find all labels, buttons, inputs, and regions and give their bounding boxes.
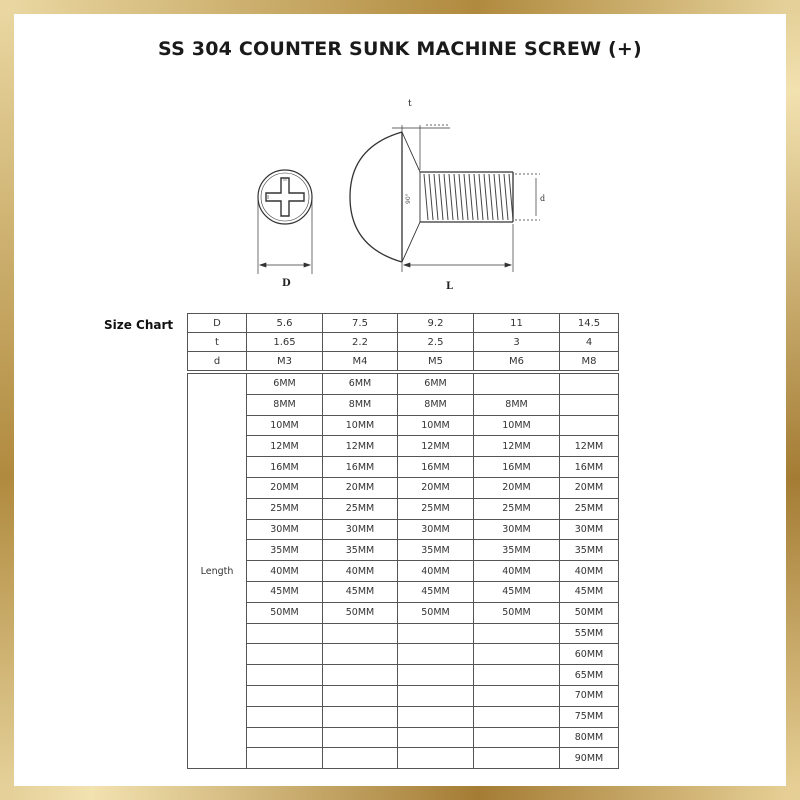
- length-cell: 20MM: [323, 477, 398, 498]
- length-cell: 16MM: [474, 457, 560, 478]
- label-L: L: [446, 281, 454, 292]
- thread-line: [464, 174, 468, 220]
- length-cell: 35MM: [474, 540, 560, 561]
- length-row: [188, 665, 619, 686]
- length-cell: [247, 685, 323, 706]
- spec-cell: M4: [323, 352, 398, 371]
- length-cell: 35MM: [560, 540, 619, 561]
- angle-label: 90°: [405, 193, 412, 204]
- length-cell: 10MM: [247, 415, 323, 436]
- length-cell: [474, 665, 560, 686]
- length-cell: 45MM: [323, 581, 398, 602]
- length-cell: 16MM: [560, 457, 619, 478]
- spec-cell: M6: [474, 352, 560, 371]
- length-cell: 50MM: [398, 602, 474, 623]
- length-cell: 30MM: [398, 519, 474, 540]
- thread-line: [479, 174, 483, 220]
- spec-cell: 3: [474, 333, 560, 352]
- thread-line: [439, 174, 443, 220]
- spec-cell: M3: [247, 352, 323, 371]
- length-cell: 30MM: [247, 519, 323, 540]
- spec-row: [188, 314, 619, 333]
- length-cell: 45MM: [398, 581, 474, 602]
- dimension-d: [515, 174, 540, 220]
- page-title: SS 304 COUNTER SUNK MACHINE SCREW (+): [158, 38, 642, 60]
- length-cell: 35MM: [398, 540, 474, 561]
- length-row: [188, 581, 619, 602]
- thread-line: [504, 174, 508, 220]
- length-cell: [398, 727, 474, 748]
- length-cell: [474, 623, 560, 644]
- length-cell: [474, 748, 560, 769]
- thread-line: [494, 174, 498, 220]
- length-cell: [247, 727, 323, 748]
- length-row: [188, 519, 619, 540]
- label-d: d: [540, 194, 546, 203]
- length-cell: 45MM: [474, 581, 560, 602]
- thread-line: [434, 174, 438, 220]
- thread-line: [454, 174, 458, 220]
- length-cell: [323, 727, 398, 748]
- length-cell: [560, 374, 619, 395]
- length-cell: 40MM: [474, 561, 560, 582]
- size-chart-label: Size Chart: [104, 318, 174, 332]
- length-row: [188, 477, 619, 498]
- length-cell: 12MM: [323, 436, 398, 457]
- length-cell: [323, 623, 398, 644]
- length-row: [188, 374, 619, 395]
- length-cell: 60MM: [560, 644, 619, 665]
- screw-technical-drawing: [240, 92, 570, 292]
- length-cell: 55MM: [560, 623, 619, 644]
- length-cell: 90MM: [560, 748, 619, 769]
- thread-line: [484, 174, 488, 220]
- length-row: [188, 561, 619, 582]
- thread-line: [444, 174, 448, 220]
- length-cell: [247, 623, 323, 644]
- length-cell: 30MM: [560, 519, 619, 540]
- spec-cell: 5.6: [247, 314, 323, 333]
- dimension-L: [402, 224, 513, 272]
- length-cell: [247, 644, 323, 665]
- spec-row-label: D: [188, 314, 247, 333]
- spec-cell: 9.2: [398, 314, 474, 333]
- length-cell: 25MM: [474, 498, 560, 519]
- spec-row-label: d: [188, 352, 247, 371]
- length-cell: [247, 748, 323, 769]
- length-cell: 65MM: [560, 665, 619, 686]
- length-cell: [474, 374, 560, 395]
- spec-cell: 14.5: [560, 314, 619, 333]
- length-cell: 8MM: [323, 394, 398, 415]
- dimension-D: [258, 197, 312, 274]
- length-cell: 25MM: [560, 498, 619, 519]
- length-cell: [560, 415, 619, 436]
- length-cell: 50MM: [323, 602, 398, 623]
- length-cell: 20MM: [247, 477, 323, 498]
- spec-row: [188, 352, 619, 371]
- length-cell: 70MM: [560, 685, 619, 706]
- length-cell: 45MM: [560, 581, 619, 602]
- thread-line: [474, 174, 478, 220]
- length-row: [188, 602, 619, 623]
- label-D: D: [282, 278, 291, 289]
- length-cell: [474, 644, 560, 665]
- length-cell: [323, 644, 398, 665]
- length-cell: 12MM: [474, 436, 560, 457]
- length-row: [188, 685, 619, 706]
- length-cell: [560, 394, 619, 415]
- spec-cell: M5: [398, 352, 474, 371]
- length-cell: 6MM: [323, 374, 398, 395]
- length-cell: [323, 665, 398, 686]
- length-cell: 12MM: [247, 436, 323, 457]
- length-cell: [398, 623, 474, 644]
- length-cell: 8MM: [474, 394, 560, 415]
- length-cell: [474, 727, 560, 748]
- thread-line: [469, 174, 473, 220]
- length-cell: [398, 685, 474, 706]
- length-cell: 12MM: [398, 436, 474, 457]
- length-cell: 50MM: [474, 602, 560, 623]
- length-cell: 20MM: [398, 477, 474, 498]
- length-row: [188, 394, 619, 415]
- length-cell: 10MM: [323, 415, 398, 436]
- length-cell: [323, 748, 398, 769]
- thread-line: [459, 174, 463, 220]
- length-cell: 10MM: [398, 415, 474, 436]
- length-cell: [398, 665, 474, 686]
- length-cell: 75MM: [560, 706, 619, 727]
- spec-cell: 4: [560, 333, 619, 352]
- spec-table: [187, 313, 619, 371]
- length-cell: 16MM: [323, 457, 398, 478]
- length-cell: 45MM: [247, 581, 323, 602]
- length-row: [188, 436, 619, 457]
- length-cell: [474, 706, 560, 727]
- length-cell: 12MM: [560, 436, 619, 457]
- length-row: [188, 623, 619, 644]
- length-cell: 16MM: [398, 457, 474, 478]
- label-t: t: [408, 99, 412, 109]
- length-cell: 16MM: [247, 457, 323, 478]
- length-table: [187, 373, 619, 769]
- spec-row-label: t: [188, 333, 247, 352]
- thread-line: [499, 174, 503, 220]
- length-cell: 40MM: [398, 561, 474, 582]
- thread-line: [424, 174, 428, 220]
- spec-cell: 2.5: [398, 333, 474, 352]
- length-cell: 40MM: [560, 561, 619, 582]
- length-cell: 10MM: [474, 415, 560, 436]
- length-cell: 80MM: [560, 727, 619, 748]
- length-row: [188, 415, 619, 436]
- spec-cell: 11: [474, 314, 560, 333]
- length-row: [188, 706, 619, 727]
- length-cell: 30MM: [323, 519, 398, 540]
- length-row: [188, 498, 619, 519]
- length-label: Length: [188, 374, 247, 769]
- length-cell: [323, 706, 398, 727]
- spec-cell: 7.5: [323, 314, 398, 333]
- length-cell: [323, 685, 398, 706]
- length-cell: 25MM: [323, 498, 398, 519]
- length-cell: [474, 685, 560, 706]
- length-row: [188, 644, 619, 665]
- screw-head-top-view: [258, 170, 312, 224]
- length-cell: 25MM: [398, 498, 474, 519]
- length-cell: 50MM: [247, 602, 323, 623]
- length-cell: 30MM: [474, 519, 560, 540]
- length-cell: 8MM: [398, 394, 474, 415]
- length-cell: 6MM: [247, 374, 323, 395]
- length-cell: 8MM: [247, 394, 323, 415]
- spec-cell: 1.65: [247, 333, 323, 352]
- spec-cell: 2.2: [323, 333, 398, 352]
- length-cell: [398, 706, 474, 727]
- length-cell: 40MM: [323, 561, 398, 582]
- length-cell: 20MM: [474, 477, 560, 498]
- length-row: [188, 540, 619, 561]
- length-row: [188, 457, 619, 478]
- spec-row: [188, 333, 619, 352]
- length-cell: 25MM: [247, 498, 323, 519]
- length-row: [188, 748, 619, 769]
- length-cell: 35MM: [247, 540, 323, 561]
- length-row: [188, 727, 619, 748]
- length-cell: [398, 644, 474, 665]
- length-cell: 20MM: [560, 477, 619, 498]
- thread-pattern: [424, 174, 513, 220]
- length-cell: 6MM: [398, 374, 474, 395]
- length-cell: [247, 665, 323, 686]
- thread-line: [429, 174, 433, 220]
- length-cell: [247, 706, 323, 727]
- length-cell: 50MM: [560, 602, 619, 623]
- length-cell: [398, 748, 474, 769]
- thread-line: [449, 174, 453, 220]
- spec-cell: M8: [560, 352, 619, 371]
- length-cell: 40MM: [247, 561, 323, 582]
- length-cell: 35MM: [323, 540, 398, 561]
- thread-line: [489, 174, 493, 220]
